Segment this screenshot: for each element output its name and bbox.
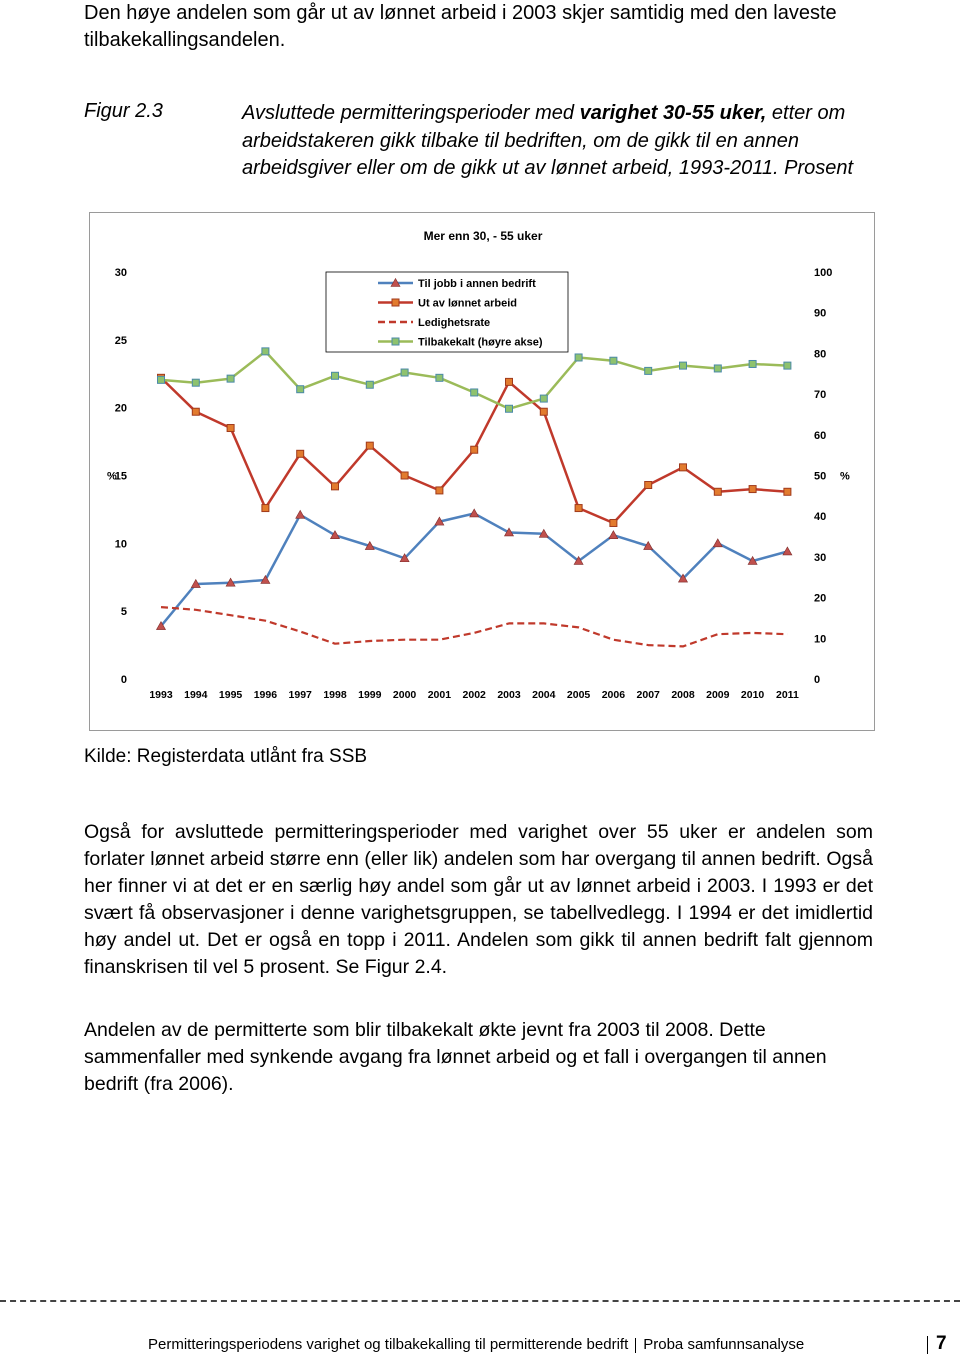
y2-tick-label: 70 (814, 389, 827, 402)
y2-tick-label: 100 (814, 267, 833, 279)
y2-tick-label: 50 (814, 470, 827, 483)
data-point (401, 472, 408, 479)
y2-tick-label: 40 (814, 511, 827, 524)
footer-org: Proba samfunnsanalyse (643, 1336, 805, 1353)
data-point (192, 379, 199, 386)
data-point (366, 442, 373, 449)
x-tick-label: 2005 (566, 689, 591, 701)
data-point (262, 505, 269, 512)
x-tick-label: 1998 (323, 689, 347, 701)
y2-tick-label: 80 (814, 348, 827, 361)
footer-running-title (148, 1336, 804, 1353)
chart-frame (89, 212, 875, 731)
data-point (227, 375, 234, 382)
x-tick-label: 2010 (740, 689, 765, 701)
data-point (401, 369, 408, 376)
footer-divider (0, 1300, 960, 1302)
y2-tick-label: 20 (814, 592, 827, 605)
x-tick-label: 2001 (427, 689, 452, 701)
data-point (227, 425, 234, 432)
data-point (471, 446, 478, 453)
data-point (436, 374, 443, 381)
page-number-bar (927, 1336, 928, 1354)
data-point (784, 488, 791, 495)
x-tick-label: 2011 (776, 689, 799, 701)
y-tick-label: 20 (114, 402, 127, 415)
data-point (714, 488, 721, 495)
data-point (784, 362, 791, 369)
x-tick-label: 1995 (218, 689, 243, 701)
x-tick-label: 2007 (636, 689, 660, 701)
x-tick-label: 2009 (706, 689, 730, 701)
y-tick-label: 15 (114, 470, 127, 483)
footer-separator (635, 1338, 636, 1353)
data-point (436, 487, 443, 494)
x-tick-label: 2000 (392, 689, 417, 701)
y2-tick-label: 0 (814, 674, 821, 686)
data-point (296, 510, 305, 518)
data-point (158, 376, 165, 383)
data-point (540, 408, 547, 415)
y2-tick-label: 90 (814, 307, 827, 320)
legend-label: Ledighetsrate (418, 317, 491, 329)
y2-tick-label: 60 (814, 429, 827, 442)
x-tick-label: 2006 (601, 689, 626, 701)
legend-label: Tilbakekalt (høyre akse) (418, 336, 543, 349)
data-point (680, 362, 687, 369)
y-tick-label: 10 (114, 538, 127, 551)
y-tick-label: 0 (120, 674, 127, 686)
data-point (297, 386, 304, 393)
page-number: 7 (936, 1333, 947, 1354)
body-paragraph-1: Også for avsluttede permitteringsperioder med varighet over 55 uker er andelen som forlater lønnet arbeid større enn (eller lik) andelen som har overgang til annen bedrift. Også her finner vi at det er en særlig høy andel som går ut av lønnet arbeid i 2003. I 1993 er det svært få observasjoner i denne varighetsgruppen, se tabellvedlegg. I 1994 er det imidlertid høy andel ut. Det er også en topp i 2011. Andelen som gikk til annen bedrift falt gjennom finanskrisen til vel 5 prosent. Se Figur 2.4. (84, 821, 873, 978)
data-point (506, 405, 513, 412)
legend-marker (392, 338, 399, 345)
data-point (297, 450, 304, 457)
data-point (645, 481, 652, 488)
y-axis-label: % (107, 470, 117, 483)
legend-label: Til jobb i annen bedrift (418, 278, 536, 290)
data-point (506, 378, 513, 385)
x-tick-label: 1994 (184, 689, 208, 701)
x-tick-label: 1999 (358, 689, 382, 701)
data-point (610, 357, 617, 364)
legend-marker (392, 299, 399, 306)
series-line (161, 514, 787, 627)
data-point (540, 395, 547, 402)
x-tick-label: 2004 (532, 689, 556, 701)
series-line (161, 607, 787, 646)
caption-part-2: etter om arbeidstakeren gikk tilbake til bedriften, om de gikk til en annen arbeidsgiver eller om de gikk ut av lønnet arbeid, 1993-2011. Prosent (242, 102, 854, 179)
data-point (713, 539, 722, 547)
legend-label: Ut av lønnet arbeid (418, 297, 518, 310)
data-point (471, 389, 478, 396)
data-point (192, 408, 199, 415)
caption-bold: varighet 30-55 uker, (579, 102, 767, 124)
data-point (749, 360, 756, 367)
x-tick-label: 1996 (253, 689, 278, 701)
data-point (749, 486, 756, 493)
y2-tick-label: 30 (814, 551, 827, 564)
figure-source: Kilde: Registerdata utlånt fra SSB (84, 746, 368, 767)
x-tick-label: 1993 (149, 689, 173, 701)
line-chart (90, 213, 876, 732)
y-tick-label: 30 (114, 267, 127, 279)
data-point (575, 505, 582, 512)
figure-label: Figur 2.3 (84, 100, 163, 122)
data-point (575, 354, 582, 361)
x-tick-label: 2002 (462, 689, 486, 701)
data-point (262, 348, 269, 355)
data-point (366, 381, 373, 388)
x-tick-label: 2003 (497, 689, 521, 701)
data-point (332, 372, 339, 379)
footer-title: Permitteringsperiodens varighet og tilbakekalling til permitterende bedrift (148, 1336, 629, 1353)
figure-caption (242, 100, 882, 183)
chart-title: Mer enn 30, - 55 uker (423, 229, 543, 243)
x-tick-label: 1997 (288, 689, 312, 701)
y-tick-label: 5 (120, 606, 127, 619)
x-tick-label: 2008 (671, 689, 695, 701)
data-point (610, 519, 617, 526)
data-point (332, 483, 339, 490)
y2-axis-label: % (840, 470, 850, 483)
data-point (783, 547, 792, 555)
data-point (609, 531, 618, 539)
series-line (161, 351, 787, 408)
body-paragraph-2: Andelen av de permitterte som blir tilbakekalt økte jevnt fra 2003 til 2008. Dette sammenfaller med synkende avgang fra lønnet arbeid og et fall i overgangen til annen bedrift (fra 2006). (84, 1019, 827, 1095)
intro-paragraph: Den høye andelen som går ut av lønnet arbeid i 2003 skjer samtidig med den laveste tilbakekallingsandelen. (84, 2, 837, 51)
data-point (680, 464, 687, 471)
data-point (714, 365, 721, 372)
y-tick-label: 25 (114, 334, 127, 347)
y2-tick-label: 10 (814, 633, 827, 646)
data-point (645, 367, 652, 374)
caption-part-1: Avsluttede permitteringsperioder med (242, 102, 580, 124)
